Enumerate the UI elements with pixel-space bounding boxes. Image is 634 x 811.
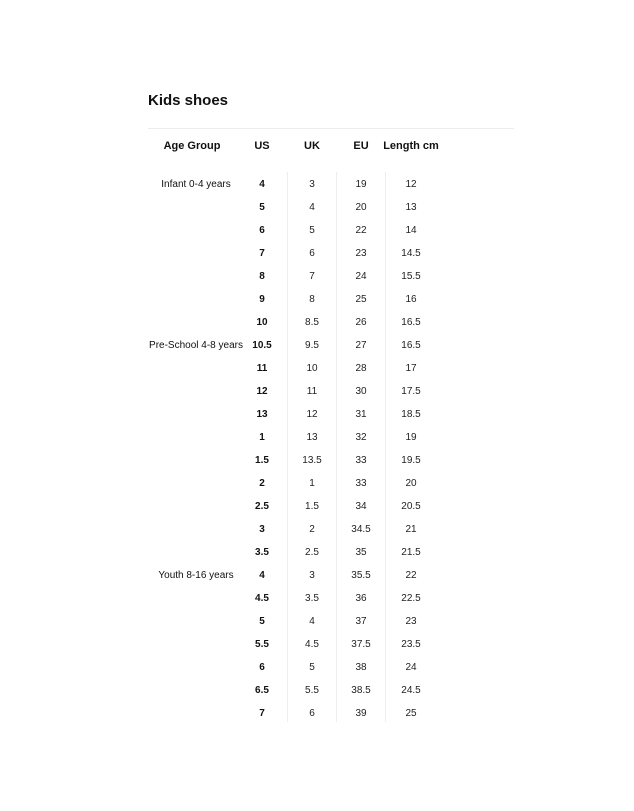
- table-row: [0, 403, 634, 426]
- page-title: Kids shoes: [148, 92, 229, 109]
- length-cm-cell: 24: [405, 662, 417, 673]
- length-cm-cell: 21.5: [401, 547, 421, 558]
- table-row: [0, 311, 634, 334]
- uk-size-cell: 8: [309, 294, 315, 305]
- uk-size-cell: 1.5: [305, 501, 319, 512]
- us-size-cell: 4.5: [255, 593, 269, 604]
- us-size-cell: 1: [259, 432, 265, 443]
- header-age-group: Age Group: [163, 140, 221, 152]
- length-cm-cell: 23: [405, 616, 417, 627]
- us-size-cell: 2.5: [255, 501, 269, 512]
- table-row: [0, 633, 634, 656]
- table-row: [0, 173, 634, 196]
- age-group-cell: Pre-School 4-8 years: [149, 340, 243, 351]
- uk-size-cell: 2: [309, 524, 315, 535]
- eu-size-cell: 33: [355, 455, 367, 466]
- uk-size-cell: 5.5: [305, 685, 319, 696]
- eu-size-cell: 19: [355, 179, 367, 190]
- eu-size-cell: 36: [355, 593, 367, 604]
- age-group-cell: Youth 8-16 years: [158, 570, 234, 581]
- eu-size-cell: 24: [355, 271, 367, 282]
- eu-size-cell: 34.5: [351, 524, 371, 535]
- length-cm-cell: 17.5: [401, 386, 421, 397]
- eu-size-cell: 28: [355, 363, 367, 374]
- eu-size-cell: 37: [355, 616, 367, 627]
- table-row: [0, 702, 634, 725]
- eu-size-cell: 23: [355, 248, 367, 259]
- length-cm-cell: 20: [405, 478, 417, 489]
- length-cm-cell: 13: [405, 202, 417, 213]
- title-divider: [148, 128, 514, 129]
- us-size-cell: 5.5: [255, 639, 269, 650]
- table-row: [0, 495, 634, 518]
- table-row: [0, 265, 634, 288]
- length-cm-cell: 22.5: [401, 593, 421, 604]
- uk-size-cell: 9.5: [305, 340, 319, 351]
- us-size-cell: 5: [259, 616, 265, 627]
- eu-size-cell: 38.5: [351, 685, 371, 696]
- eu-size-cell: 22: [355, 225, 367, 236]
- uk-size-cell: 7: [309, 271, 315, 282]
- us-size-cell: 7: [259, 248, 265, 259]
- table-row: [0, 196, 634, 219]
- eu-size-cell: 35: [355, 547, 367, 558]
- uk-size-cell: 4: [309, 616, 315, 627]
- length-cm-cell: 23.5: [401, 639, 421, 650]
- length-cm-cell: 16: [405, 294, 417, 305]
- uk-size-cell: 2.5: [305, 547, 319, 558]
- uk-size-cell: 10: [306, 363, 318, 374]
- uk-size-cell: 5: [309, 662, 315, 673]
- header-us: US: [254, 140, 270, 152]
- age-group-cell: Infant 0-4 years: [161, 179, 231, 190]
- header-eu: EU: [353, 140, 369, 152]
- us-size-cell: 6.5: [255, 685, 269, 696]
- length-cm-cell: 18.5: [401, 409, 421, 420]
- length-cm-cell: 20.5: [401, 501, 421, 512]
- table-row: [0, 426, 634, 449]
- length-cm-cell: 24.5: [401, 685, 421, 696]
- eu-size-cell: 37.5: [351, 639, 371, 650]
- table-row: [0, 472, 634, 495]
- eu-size-cell: 34: [355, 501, 367, 512]
- us-size-cell: 6: [259, 225, 265, 236]
- table-row: [0, 288, 634, 311]
- length-cm-cell: 14.5: [401, 248, 421, 259]
- table-row: [0, 380, 634, 403]
- length-cm-cell: 12: [405, 179, 417, 190]
- eu-size-cell: 33: [355, 478, 367, 489]
- uk-size-cell: 6: [309, 708, 315, 719]
- length-cm-cell: 16.5: [401, 340, 421, 351]
- table-row: [0, 449, 634, 472]
- table-row: [0, 564, 634, 587]
- length-cm-cell: 22: [405, 570, 417, 581]
- uk-size-cell: 13: [306, 432, 318, 443]
- table-row: [0, 679, 634, 702]
- uk-size-cell: 3.5: [305, 593, 319, 604]
- length-cm-cell: 25: [405, 708, 417, 719]
- eu-size-cell: 20: [355, 202, 367, 213]
- eu-size-cell: 35.5: [351, 570, 371, 581]
- us-size-cell: 10: [256, 317, 268, 328]
- us-size-cell: 7: [259, 708, 265, 719]
- table-row: [0, 541, 634, 564]
- us-size-cell: 8: [259, 271, 265, 282]
- eu-size-cell: 25: [355, 294, 367, 305]
- header-uk: UK: [304, 140, 320, 152]
- us-size-cell: 4: [259, 179, 265, 190]
- us-size-cell: 12: [256, 386, 268, 397]
- uk-size-cell: 13.5: [302, 455, 322, 466]
- length-cm-cell: 16.5: [401, 317, 421, 328]
- us-size-cell: 1.5: [255, 455, 269, 466]
- length-cm-cell: 14: [405, 225, 417, 236]
- us-size-cell: 5: [259, 202, 265, 213]
- table-row: [0, 587, 634, 610]
- us-size-cell: 3: [259, 524, 265, 535]
- uk-size-cell: 11: [306, 386, 318, 397]
- size-table-body: [0, 173, 634, 725]
- table-row: [0, 242, 634, 265]
- us-size-cell: 13: [256, 409, 268, 420]
- eu-size-cell: 26: [355, 317, 367, 328]
- eu-size-cell: 30: [355, 386, 367, 397]
- uk-size-cell: 3: [309, 179, 315, 190]
- us-size-cell: 6: [259, 662, 265, 673]
- us-size-cell: 9: [259, 294, 265, 305]
- eu-size-cell: 27: [355, 340, 367, 351]
- us-size-cell: 4: [259, 570, 265, 581]
- uk-size-cell: 8.5: [305, 317, 319, 328]
- uk-size-cell: 3: [309, 570, 315, 581]
- uk-size-cell: 6: [309, 248, 315, 259]
- table-header: [0, 140, 634, 160]
- length-cm-cell: 21: [405, 524, 417, 535]
- eu-size-cell: 31: [355, 409, 367, 420]
- table-row: [0, 219, 634, 242]
- length-cm-cell: 17: [405, 363, 417, 374]
- uk-size-cell: 4: [309, 202, 315, 213]
- table-row: [0, 610, 634, 633]
- us-size-cell: 2: [259, 478, 265, 489]
- length-cm-cell: 19: [405, 432, 417, 443]
- length-cm-cell: 15.5: [401, 271, 421, 282]
- us-size-cell: 3.5: [255, 547, 269, 558]
- uk-size-cell: 1: [309, 478, 315, 489]
- table-row: [0, 334, 634, 357]
- uk-size-cell: 12: [306, 409, 318, 420]
- header-length-cm: Length cm: [383, 140, 439, 152]
- us-size-cell: 10.5: [252, 340, 272, 351]
- table-row: [0, 357, 634, 380]
- table-row: [0, 518, 634, 541]
- length-cm-cell: 19.5: [401, 455, 421, 466]
- uk-size-cell: 4.5: [305, 639, 319, 650]
- us-size-cell: 11: [256, 363, 268, 374]
- eu-size-cell: 32: [355, 432, 367, 443]
- eu-size-cell: 38: [355, 662, 367, 673]
- eu-size-cell: 39: [355, 708, 367, 719]
- uk-size-cell: 5: [309, 225, 315, 236]
- table-row: [0, 656, 634, 679]
